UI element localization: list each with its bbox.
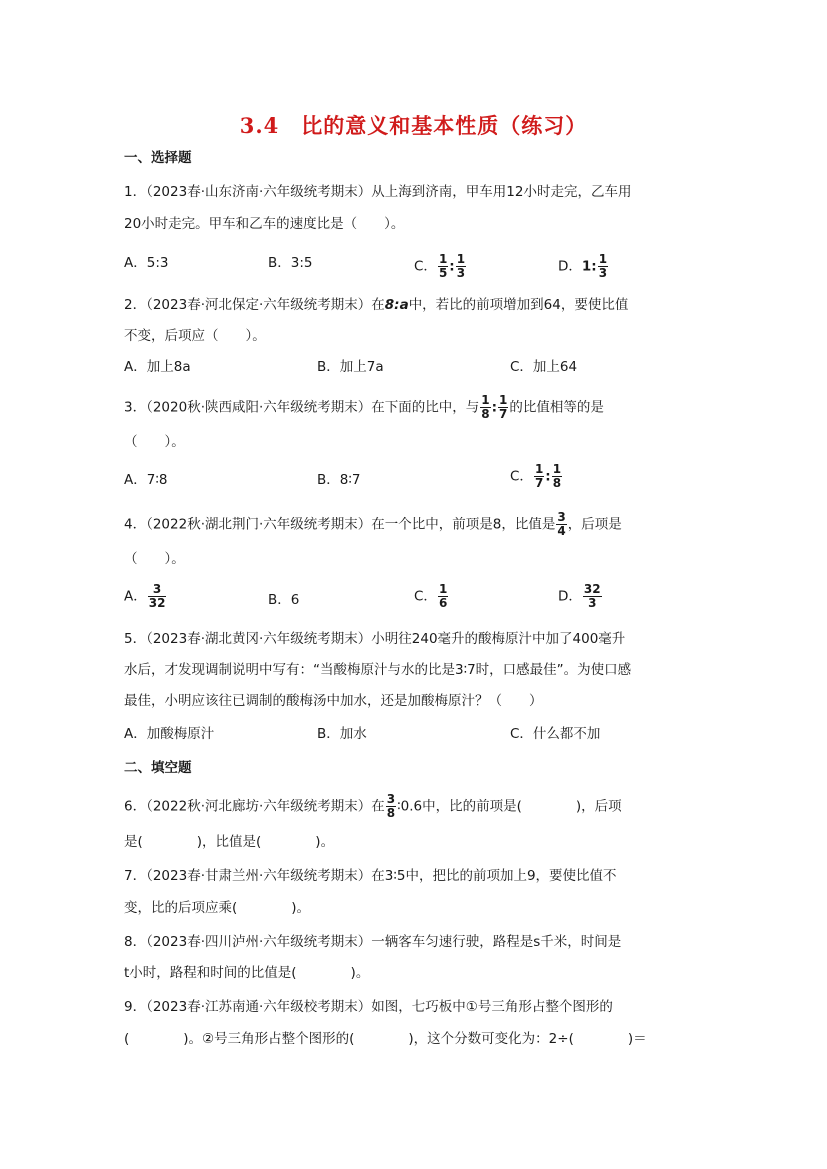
q5-line3: 最佳，小明应该往已调制的酸梅汤中加水，还是加酸梅原汁？（ ） (124, 693, 543, 709)
q5-option-c: C．什么都不加 (510, 726, 601, 742)
q1-option-b: B．3:5 (268, 255, 313, 271)
q4-option-b: B．6 (268, 592, 300, 608)
q5-line1: 5．（2023春·湖北黄冈·六年级统考期末）小明往240毫升的酸梅原汁中加了400毫升 (124, 631, 626, 647)
q3-option-c-fraction-1: $\frac{1}{7}$ (534, 462, 544, 490)
section-heading-choice: 一、选择题 (124, 150, 192, 166)
q4-option-c: C． $\frac{1}{6}$ (414, 582, 448, 610)
q4-line2: （ ）。 (124, 551, 185, 567)
q4-line1: 4．（2022秋·湖北荆门·六年级统考期末）在一个比中，前项是8，比值是 $\frac{3}{4}$ ，后项是 (124, 510, 622, 538)
q1-option-c-fraction-2: $\frac{1}{3}$ (456, 252, 466, 280)
q1-option-d: D．1: $\frac{1}{3}$ (558, 252, 608, 280)
q4-option-a-fraction: $\frac{3}{32}$ (148, 582, 166, 610)
q3-line2: （ ）。 (124, 434, 185, 450)
section-heading-fill: 二、填空题 (124, 760, 192, 776)
q3-option-c: C． $\frac{1}{7}$ : $\frac{1}{8}$ (510, 462, 562, 490)
q2-option-b: B．加上7a (317, 359, 384, 375)
q7-line1: 7．（2023春·甘肃兰州·六年级统考期末）在3∶5中，把比的前项加上9，要使比值不 (124, 868, 617, 884)
q4-option-d-fraction: $\frac{32}{3}$ (583, 582, 601, 610)
q8-line1: 8．（2023春·四川泸州·六年级统考期末）一辆客车匀速行驶，路程是s千米，时间是 (124, 934, 622, 950)
q1-line1: 1．（2023春·山东济南·六年级统考期末）从上海到济南，甲车用12小时走完，乙车用 (124, 184, 632, 200)
q3-fraction-1: $\frac{1}{8}$ (481, 393, 490, 421)
q2-line2: 不变，后项应（ ）。 (124, 328, 266, 344)
q4-option-d: D． $\frac{32}{3}$ (558, 582, 601, 610)
q1-option-d-label: D． (558, 258, 582, 275)
q6-line1: 6．（2022秋·河北廊坊·六年级统考期末）在 $\frac{3}{8}$ ∶0.6中，比的前项是( )，后项 (124, 792, 622, 820)
q4-fraction: $\frac{3}{4}$ (557, 510, 566, 538)
q5-option-a: A．加酸梅原汁 (124, 726, 215, 742)
q9-line2: ( )。②号三角形占整个图形的( )，这个分数可变化为：2÷( )＝ (124, 1031, 647, 1047)
q2-option-a: A．加上8a (124, 359, 191, 375)
q3-option-a: A．7∶8 (124, 472, 168, 488)
q7-line2: 变，比的后项应乘( )。 (124, 900, 311, 916)
q1-option-c-fraction-1: $\frac{1}{5}$ (438, 252, 448, 280)
q3-fraction-2: $\frac{1}{7}$ (499, 393, 508, 421)
q8-line2: t小时，路程和时间的比值是( )。 (124, 965, 370, 981)
page-title: 3.4 比的意义和基本性质（练习） (239, 113, 588, 138)
q6-fraction: $\frac{3}{8}$ (386, 792, 396, 820)
q1-option-c-label: C． (414, 258, 437, 275)
q9-line1: 9．（2023春·江苏南通·六年级校考期末）如图，七巧板中①号三角形占整个图形的 (124, 999, 613, 1015)
q1-line2: 20小时走完。甲车和乙车的速度比是（ ）。 (124, 216, 405, 232)
q6-line2: 是( )，比值是( )。 (124, 834, 335, 850)
q3-option-c-fraction-2: $\frac{1}{8}$ (552, 462, 562, 490)
q4-option-a: A． $\frac{3}{32}$ (124, 582, 166, 610)
q3-line1: 3．（2020秋·陕西咸阳·六年级统考期末）在下面的比中，与 $\frac{1}{8}$ : $\frac{1}{7}$ 的比值相等的是 (124, 393, 604, 421)
q1-option-a: A．5:3 (124, 255, 169, 271)
q5-option-b: B．加水 (317, 726, 367, 742)
q1-option-d-fraction: $\frac{1}{3}$ (598, 252, 608, 280)
q2-ratio: 8:a (384, 297, 409, 313)
q1-option-c: C． $\frac{1}{5}$ : $\frac{1}{3}$ (414, 252, 466, 280)
q5-line2: 水后，才发现调制说明中写有：“当酸梅原汁与水的比是3∶7时，口感最佳”。为使口感 (124, 662, 632, 678)
q2-line1: 2．（2023春·河北保定·六年级统考期末）在8:a中，若比的前项增加到64，要使比值 (124, 297, 629, 313)
q3-option-b: B．8∶7 (317, 472, 361, 488)
q4-option-c-fraction: $\frac{1}{6}$ (438, 582, 448, 610)
q2-option-c: C．加上64 (510, 359, 578, 375)
